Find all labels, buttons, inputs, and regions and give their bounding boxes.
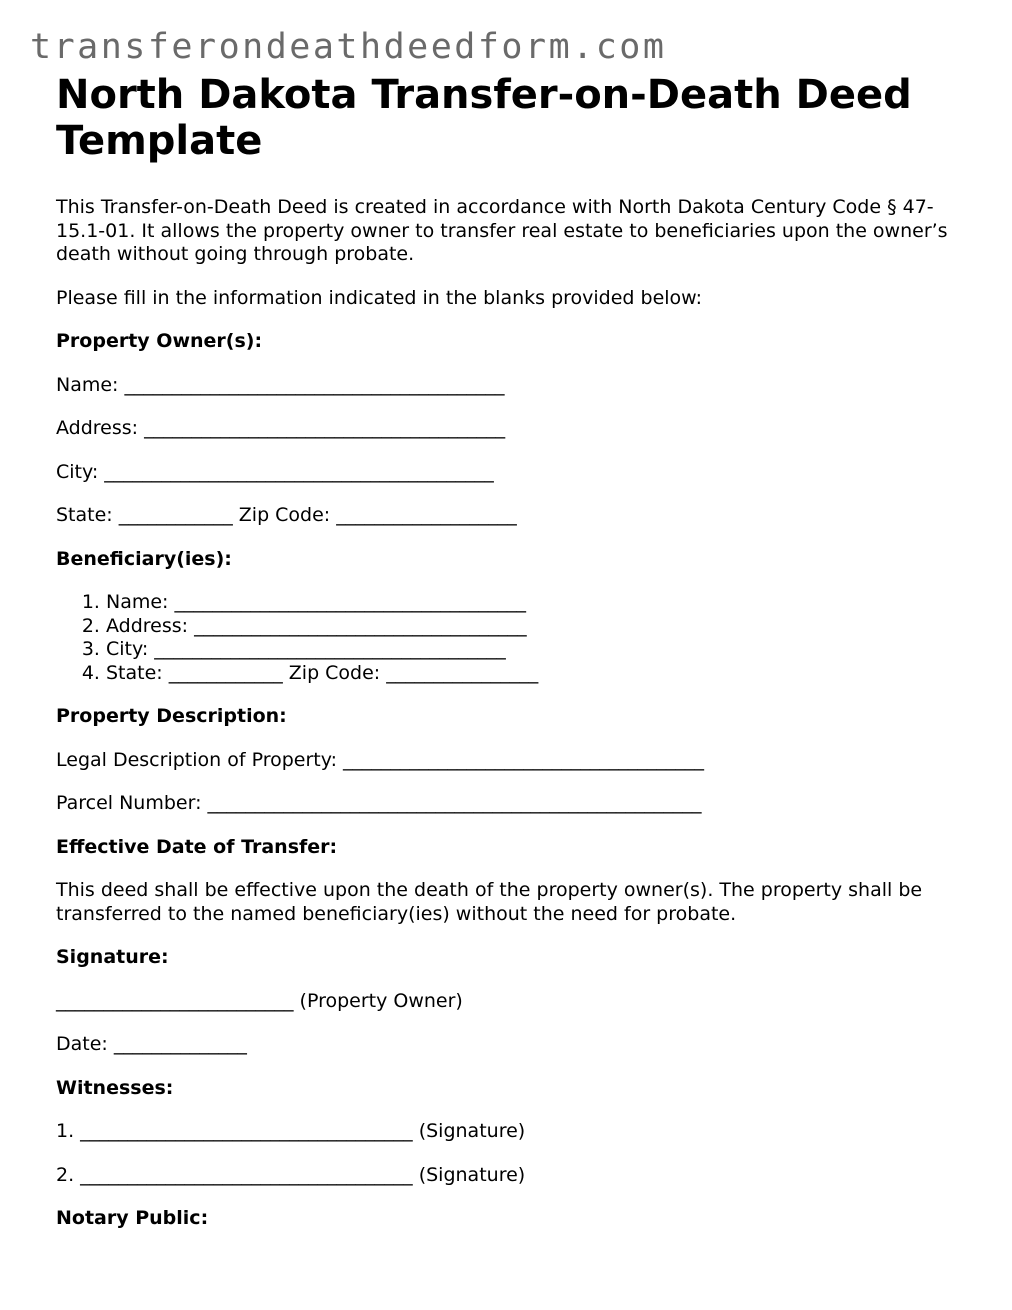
owner-heading: Property Owner(s):	[56, 330, 263, 352]
owner-state-zip-field: State: ____________ Zip Code: ___________________	[56, 504, 517, 526]
notary-heading: Notary Public:	[56, 1207, 209, 1229]
instruction-text: Please fill in the information indicated in the blanks provided below:	[56, 286, 703, 309]
effective-date-heading: Effective Date of Transfer:	[56, 835, 338, 858]
witness-1-signature-line: 1. ___________________________________ (Signature)	[56, 1120, 526, 1142]
beneficiary-address-field: 2. Address: ___________________________________	[106, 615, 966, 639]
property-heading: Property Description:	[56, 705, 287, 727]
beneficiary-name-field: 1. Name: _____________________________________	[106, 591, 966, 615]
signature-heading: Signature:	[56, 946, 169, 968]
page-title: North Dakota Transfer-on-Death Deed Template	[56, 72, 912, 164]
beneficiary-list	[56, 591, 966, 685]
intro-paragraph: This Transfer-on-Death Deed is created in accordance with North Dakota Century Code § 47-15.1-01. It allows the property owner to transfer real estate to beneficiaries upon the owner’s death without going through probate.	[56, 196, 948, 265]
legal-description-field: Legal Description of Property: ______________________________________	[56, 748, 705, 771]
witness-2-signature-line: 2. ___________________________________ (Signature)	[56, 1163, 526, 1186]
beneficiary-state-zip-field: 4. State: ____________ Zip Code: ________________	[106, 662, 966, 686]
beneficiary-city-field: 3. City: _____________________________________	[106, 638, 966, 662]
signature-date-field: Date: ______________	[56, 1033, 247, 1055]
parcel-number-field: Parcel Number: ____________________________________________________	[56, 792, 702, 814]
witnesses-heading: Witnesses:	[56, 1076, 174, 1099]
owner-city-field: City: _________________________________________	[56, 460, 494, 483]
effective-date-text: This deed shall be effective upon the death of the property owner(s). The property shall be transferred to the named beneficiary(ies) without the need for probate.	[56, 879, 923, 925]
owner-signature-line: _________________________ (Property Owner)	[56, 989, 463, 1012]
document-body	[56, 72, 966, 1231]
beneficiary-heading: Beneficiary(ies):	[56, 547, 232, 570]
owner-name-field: Name: ________________________________________	[56, 373, 505, 396]
watermark: transferondeathdeedform.com	[30, 27, 667, 67]
owner-address-field: Address: ______________________________________	[56, 417, 506, 439]
